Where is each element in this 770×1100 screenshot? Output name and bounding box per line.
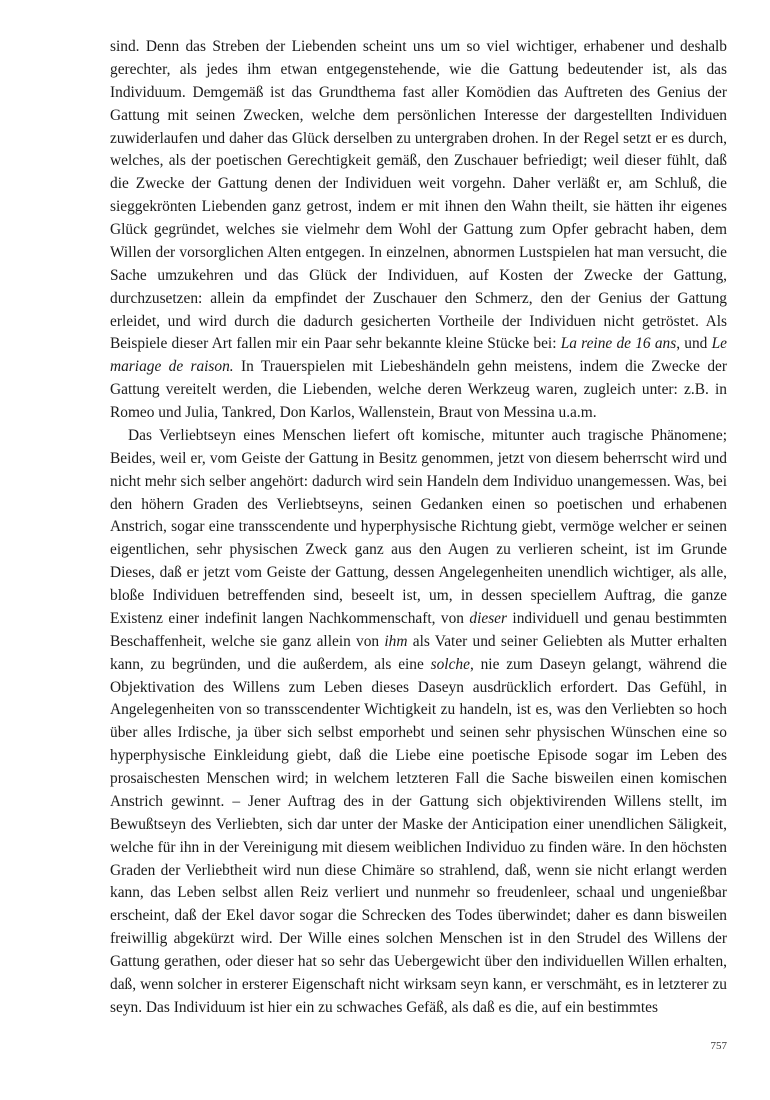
emphasis: ihm [384, 632, 408, 650]
page-body [110, 36, 727, 1020]
text-segment: In Trauerspielen mit Liebeshändeln gehn meistens, indem die Zwecke der Gattung vereitelt werden, die Liebenden, welche deren Werkzeug waren, zugleich unter: z.B. in Romeo und Julia, Tankred, Don Karlos, Wallenstein, Braut von Messina u.a.m. [110, 358, 727, 421]
emphasis: dieser [469, 609, 508, 627]
page-number: 757 [710, 1040, 727, 1052]
text-segment: individuell und genau bestimmten Beschaffenheit, welche sie ganz allein von [110, 609, 727, 650]
paragraph [110, 425, 727, 1020]
play-title: Le mariage de raison. [110, 335, 727, 376]
emphasis: solche [430, 655, 470, 673]
play-title: La reine de 16 ans [560, 335, 677, 353]
paragraph-continued [110, 36, 727, 425]
text-segment: als Vater und seiner Geliebten als Mutter erhalten kann, zu begründen, und die außerdem, als eine [110, 632, 727, 673]
text-segment: Das Verliebtseyn eines Menschen liefert oft komische, mitunter auch tragische Phänomene; Beides, weil er, vom Geiste der Gattung in Besitz genommen, jetzt von diesem beherrscht wird und nicht mehr sich selber angehört: dadurch wird sein Handeln dem Individuo unangemessen. Was, bei den höhern Graden des Verliebtseyns, seinen Gedanken einen so poetischen und erhabenen Anstrich, sogar eine transscendente und hyperphysische Richtung giebt, vermöge welcher er seinen eigentlichen, sehr physischen Zweck ganz aus den Augen zu verlieren scheint, ist im Grunde Dieses, daß er jetzt vom Geiste der Gattung, dessen Angelegenheiten unendlich wichtiger, als alle, bloße Individuen betreffenden sind, beseelt ist, um, in dessen speciellem Auftrag, die ganze Existenz einer indefinit langen Nachkommenschaft, von [110, 426, 727, 627]
text-segment: sind. Denn das Streben der Liebenden scheint uns um so viel wichtiger, erhabener und deshalb gerechter, als jedes ihm etwan entgegenstehende, wie die Gattung bedeutender ist, als das Individuum. Demgemäß ist das Grundthema fast aller Komödien das Auftreten des Genius der Gattung mit seinen Zwecken, welche dem persönlichen Interesse der dargestellten Individuen zuwiderlaufen und daher das Glück derselben zu untergraben drohen. In der Regel setzt er es durch, welches, als der poetischen Gerechtigkeit gemäß, den Zuschauer befriedigt; weil dieser fühlt, daß die Zwecke der Gattung denen der Individuen weit vorgehn. Daher verläßt er, am Schluß, die sieggekrönten Liebenden ganz getrost, indem er mit ihnen den Wahn theilt, sie hätten ihr eigenes Glück gegründet, welches sie vielmehr dem Wohl der Gattung zum Opfer gebracht haben, dem Willen der vorsorglichen Alten entgegen. In einzelnen, abnormen Lustspielen hat man versucht, die Sache umzukehren und das Glück der Individuen, auf Kosten der Zwecke der Gattung, durchzusetzen: allein da empfindet der Zuschauer den Schmerz, den der Genius der Gattung erleidet, und wird durch die dadurch gesicherten Vortheile der Individuen nicht getröstet. Als Beispiele dieser Art fallen mir ein Paar sehr bekannte kleine Stücke bei: [110, 38, 727, 353]
text-segment: , und [676, 335, 712, 353]
text-segment: , nie zum Daseyn gelangt, während die Objektivation des Willens zum Leben dieses Daseyn ausdrücklich erfordert. Das Gefühl, in Angelegenheiten von so transscendenter Wichtigkeit zu handeln, ist es, was den Verliebten so hoch über alles Irdische, ja über sich selbst emporhebt und seinen sehr physischen Wünschen eine so hyperphysische Einkleidung giebt, daß die Liebe eine poetische Episode sogar im Leben des prosaischesten Menschen wird; in welchem letzteren Fall die Sache bisweilen einen komischen Anstrich gewinnt. – Jener Auftrag des in der Gattung sich objektivirenden Willens stellt, im Bewußtseyn des Verliebten, sich dar unter der Maske der Anticipation einer unendlichen Säligkeit, welche für ihn in der Vereinigung mit diesem weiblichen Individuo zu finden wäre. In den höchsten Graden der Verliebtheit wird nun diese Chimäre so strahlend, daß, wenn sie nicht erlangt werden kann, das Leben selbst allen Reiz verliert und nunmehr so freudenleer, schaal und ungenießbar erscheint, daß der Ekel davor sogar die Schrecken des Todes überwindet; daher es dann bisweilen freiwillig abgekürzt wird. Der Wille eines solchen Menschen ist in den Strudel des Willens der Gattung gerathen, oder dieser hat so sehr das Uebergewicht über den individuellen Willen erhalten, daß, wenn solcher in ersterer Eigenschaft nicht wirksam seyn kann, er verschmäht, es in letzterer zu seyn. Das Individuum ist hier ein zu schwaches Gefäß, als daß es die, auf ein bestimmtes [110, 655, 727, 1016]
